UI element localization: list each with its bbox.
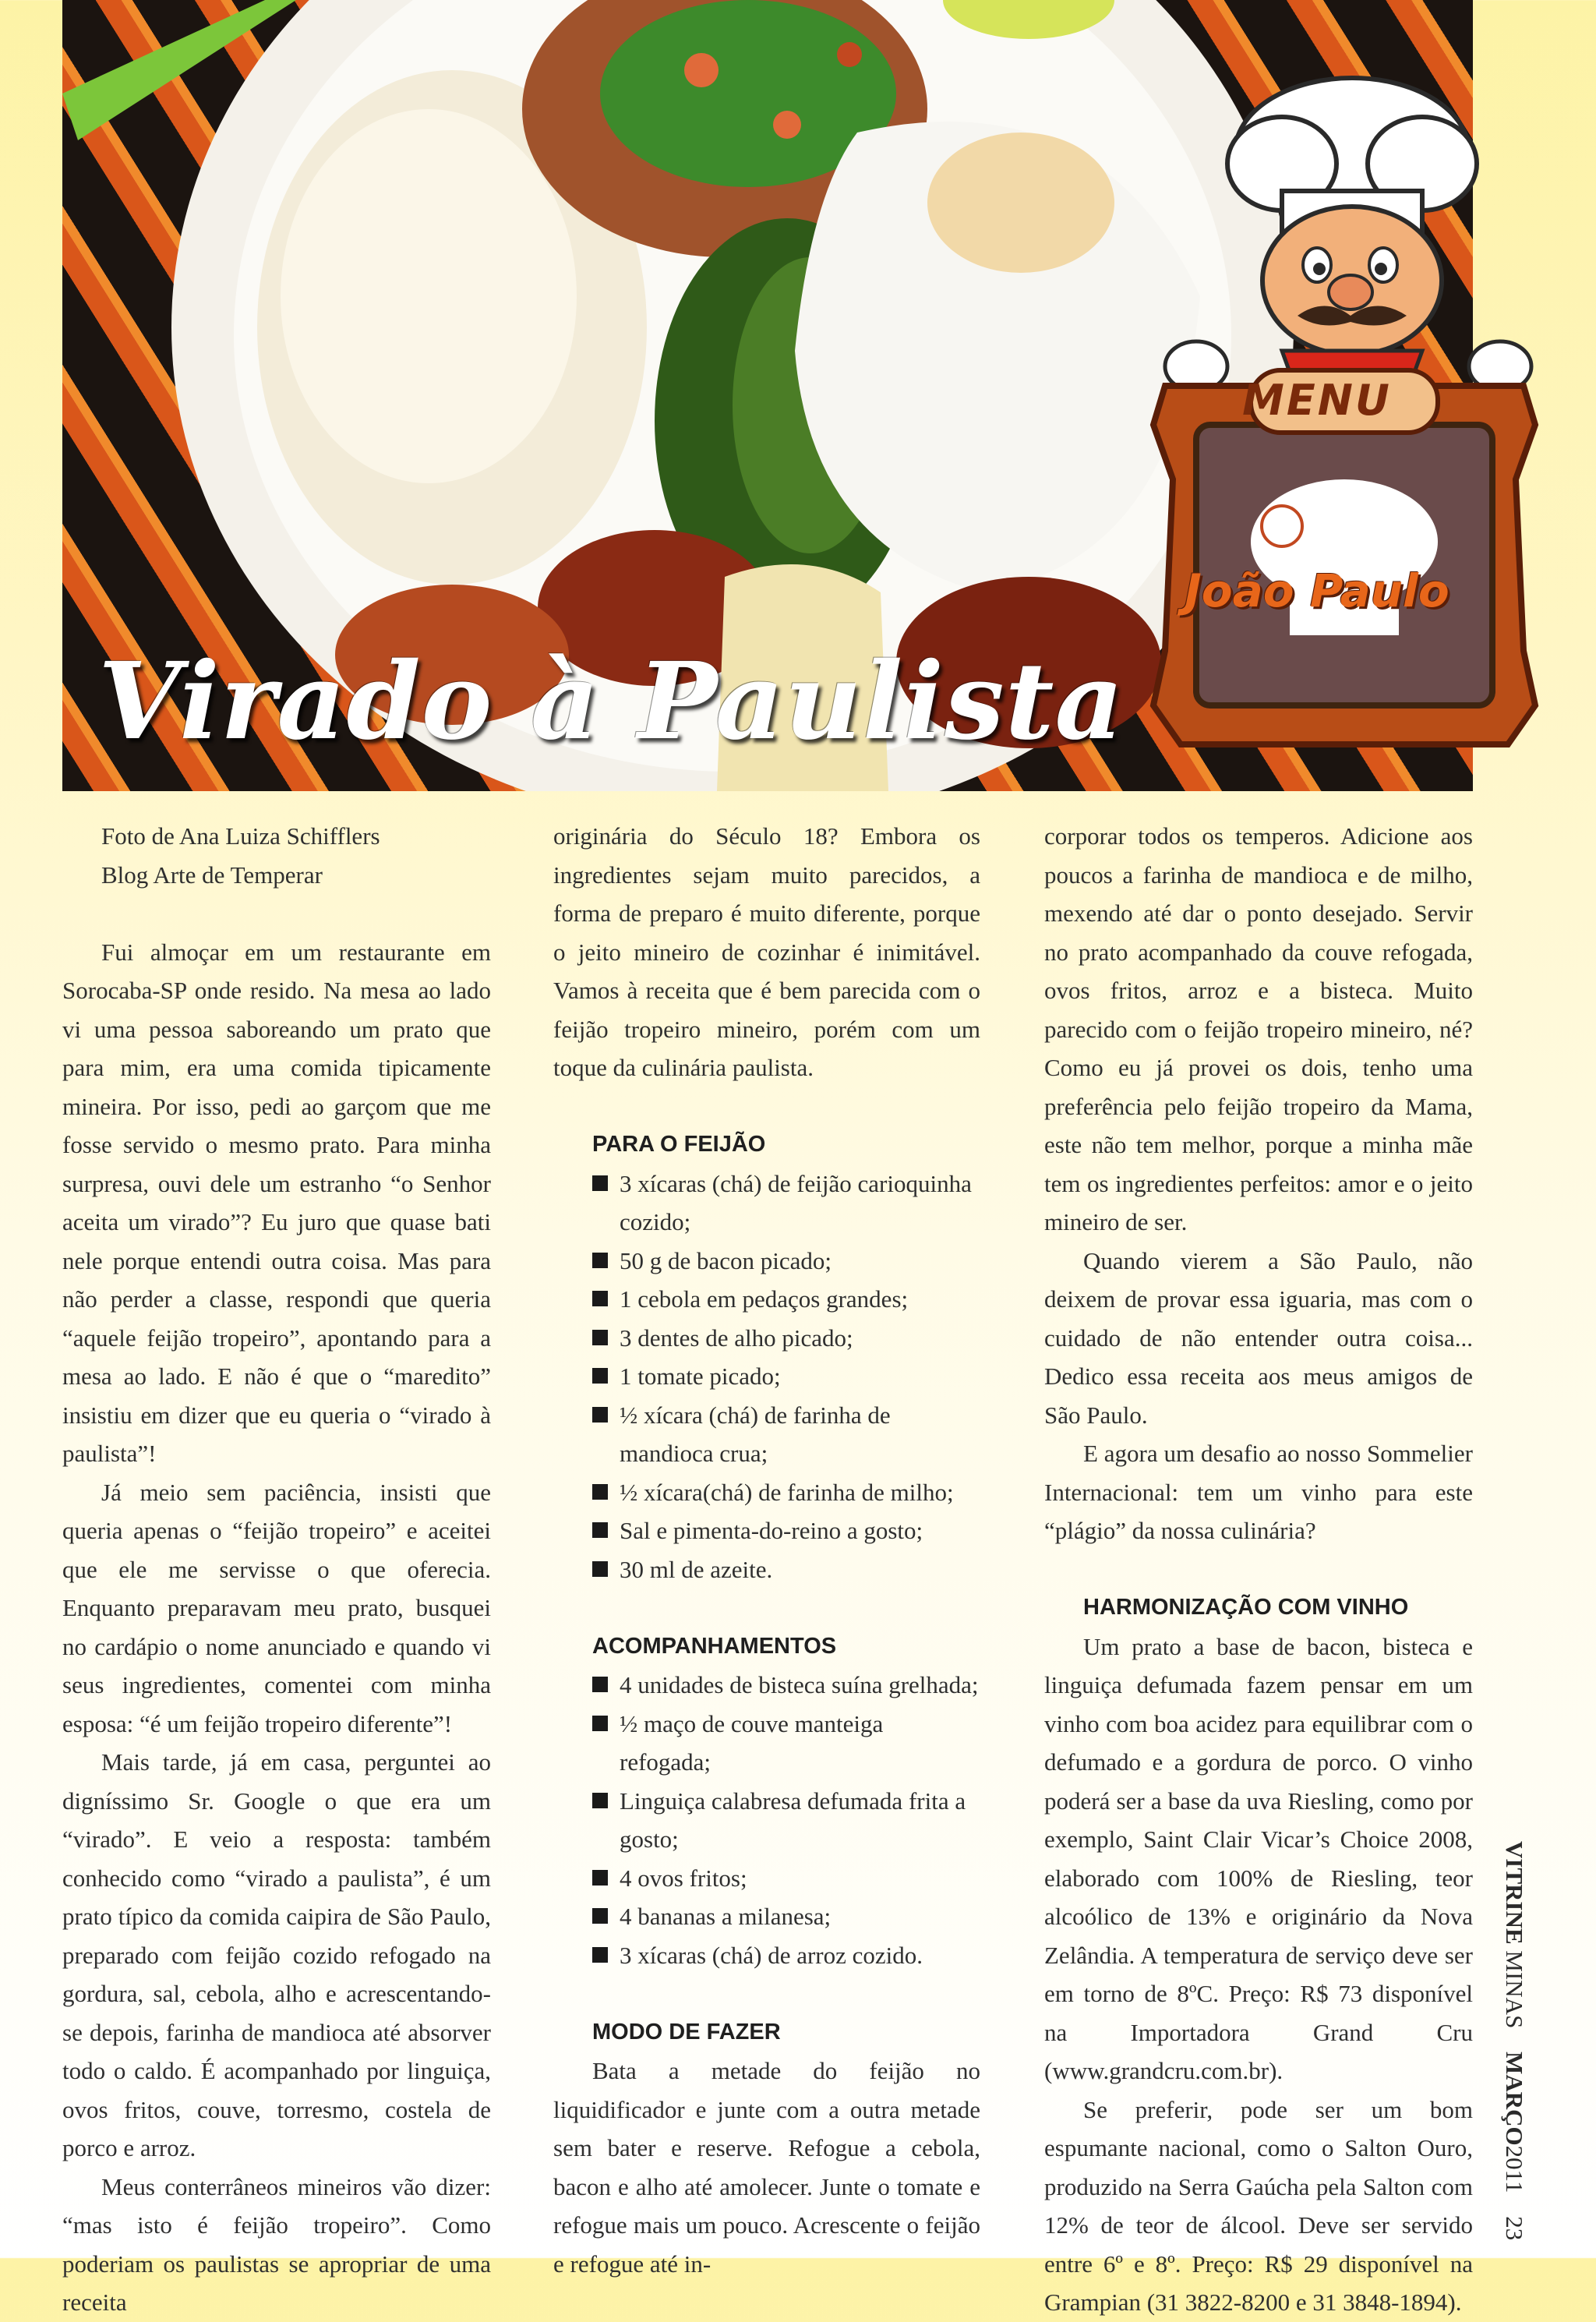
- issue-year: 2011: [1501, 2145, 1528, 2193]
- logo-menu-text: MENU: [1242, 376, 1392, 425]
- square-bullet-icon: [592, 1175, 608, 1191]
- square-bullet-icon: [592, 1561, 608, 1577]
- section-heading-modo: MODO DE FAZER: [592, 2019, 781, 2045]
- article-title: Virado à Paulista: [98, 639, 1125, 764]
- ingredient-item: 4 ovos fritos;: [553, 1859, 980, 1898]
- photo-blog: Blog Arte de Temperar: [101, 861, 323, 889]
- square-bullet-icon: [592, 1368, 608, 1384]
- square-bullet-icon: [592, 1407, 608, 1423]
- body-paragraph: Já meio sem paciência, insisti que queria apenas o “feijão tropeiro” e aceitei que ele me servisse o que oferecia. Enquanto preparavam meu prato, busquei no cardápio o nome anunciado e quando vi seus ingredientes, comentei com minha esposa: “é um feijão tropeiro diferente”!: [62, 1478, 491, 1737]
- square-bullet-icon: [592, 1908, 608, 1924]
- column-2: [553, 817, 980, 2283]
- body-paragraph: E agora um desafio ao nosso Sommelier Internacional: tem um vinho para este “plágio” da nossa culinária?: [1044, 1440, 1473, 1544]
- ingredient-item: 30 ml de azeite.: [553, 1550, 980, 1589]
- body-paragraph: Fui almoçar em um restaurante em Sorocaba-SP onde resido. Na mesa ao lado vi uma pessoa saboreando um prato que para mim, era uma comida tipicamente mineira. Por isso, pedi ao garçom que me fosse servido o mesmo prato. Para minha surpresa, ouvi dele um estranho “o Senhor aceita um virado”? Eu juro que quase bati nele porque entendi outra coisa. Mas para não perder a classe, respondi que queria “aquele feijão tropeiro”, apontando para a mesa ao lado. E não é que o “maredito” insistiu em dizer que eu queria o “virado à paulista”!: [62, 938, 491, 1467]
- ingredient-item: Sal e pimenta-do-reino a gosto;: [553, 1511, 980, 1550]
- ingredient-item: 3 xícaras (chá) de feijão carioquinha cozido;: [553, 1165, 980, 1242]
- square-bullet-icon: [592, 1291, 608, 1306]
- section-heading-vinho: HARMONIZAÇÃO COM VINHO: [1083, 1595, 1409, 1620]
- ingredient-item: 3 xícaras (chá) de arroz cozido.: [553, 1936, 980, 1975]
- logo-brand-text: João Paulo: [1185, 564, 1449, 617]
- body-paragraph: corporar todos os temperos. Adicione aos poucos a farinha de mandioca e de milho, mexendo até dar o ponto desejado. Servir no prato acompanhado da couve refogada, ovos fritos, arroz e a bisteca. Muito parecido com o feijão tropeiro mineiro, né? Como eu já provei os dois, tenho uma preferência pelo feijão tropeiro da Mama, este não tem melhor, porque a minha mãe tem os ingredientes perfeitos: amor e o jeito mineiro de ser.: [1044, 822, 1473, 1235]
- ingredient-item: Linguiça calabresa defumada frita a gosto;: [553, 1782, 980, 1859]
- body-paragraph: Mais tarde, já em casa, perguntei ao digníssimo Sr. Google o que era um “virado”. E veio a resposta: também conhecido como “virado a paulista”, é um prato típico da comida caipira de São Paulo, preparado com feijão cozido refogado na gordura, sal, cebola, alho e acrescentando-se depois, farinha de mandioca até absorver todo o caldo. É acompanhado por linguiça, ovos fritos, couve, torresmo, costela de porco e arroz.: [62, 1748, 491, 2161]
- square-bullet-icon: [592, 1793, 608, 1808]
- body-paragraph: Um prato a base de bacon, bisteca e linguiça defumada fazem pensar em um vinho com boa acidez para equilibrar com o defumado e a gordura de porco. O vinho poderá ser a base da uva Riesling, como por exemplo, Saint Clair Vicar’s Choice 2008, elaborado com 100% de Riesling, teor alcoólico de 13% e originário da Nova Zelândia. A temperatura de serviço deve ser em torno de 8ºC. Preço: R$ 73 disponível na Importadora Grand Cru (www.grandcru.com.br).: [1044, 1632, 1473, 2084]
- square-bullet-icon: [592, 1677, 608, 1692]
- body-paragraph: Se preferir, pode ser um bom espumante nacional, como o Salton Ouro, produzido na Serra Gaúcha pela Salton com 12% de teor de álcool. Deve ser servido entre 6º e 8º. Preço: R$ 29 disponível na Grampian (31 3822-8200 e 31 3848-1894).: [1044, 2095, 1473, 2316]
- body-paragraph: Bata a metade do feijão no liquidificador e junte com a outra metade sem bater e reserve. Refogue a cebola, bacon e alho até amolecer. Junte o tomate e refogue mais um pouco. Acrescente o feijão e refogue até in-: [553, 2057, 980, 2278]
- body-paragraph: Quando vierem a São Paulo, não deixem de provar essa iguaria, mas com o cuidado de não entender outra coisa... Dedico essa receita aos meus amigos de São Paulo.: [1044, 1246, 1473, 1429]
- square-bullet-icon: [592, 1522, 608, 1538]
- magazine-name-light: MINAS: [1501, 1950, 1528, 2029]
- magazine-name-bold: VITRINE: [1501, 1841, 1528, 1945]
- square-bullet-icon: [592, 1716, 608, 1731]
- column-3: [1044, 817, 1473, 2322]
- square-bullet-icon: [592, 1330, 608, 1345]
- section-heading-feijao: PARA O FEIJÃO: [592, 1132, 766, 1157]
- page-folio: [1499, 1841, 1530, 2241]
- square-bullet-icon: [592, 1484, 608, 1500]
- ingredient-item: ½ maço de couve manteiga refogada;: [553, 1705, 980, 1782]
- ingredient-item: ½ xícara(chá) de farinha de milho;: [553, 1473, 980, 1512]
- square-bullet-icon: [592, 1253, 608, 1268]
- ingredient-list-acompanhamentos: [553, 1666, 980, 1974]
- column-1: [62, 817, 491, 2322]
- ingredient-item: 4 bananas a milanesa;: [553, 1897, 980, 1936]
- ingredient-item: ½ xícara (chá) de farinha de mandioca crua;: [553, 1396, 980, 1473]
- square-bullet-icon: [592, 1870, 608, 1886]
- page-number: 23: [1501, 2216, 1528, 2241]
- section-heading-acompanhamentos: ACOMPANHAMENTOS: [592, 1633, 837, 1659]
- square-bullet-icon: [592, 1947, 608, 1963]
- issue-month: MARÇO: [1501, 2052, 1528, 2146]
- ingredient-item: 50 g de bacon picado;: [553, 1242, 980, 1281]
- body-paragraph: Meus conterrâneos mineiros vão dizer: “mas isto é feijão tropeiro”. Como poderiam os paulistas se apropriar de uma receita: [62, 2172, 491, 2316]
- ingredient-item: 1 tomate picado;: [553, 1357, 980, 1396]
- ingredient-item: 4 unidades de bisteca suína grelhada;: [553, 1666, 980, 1705]
- ingredient-list-feijao: [553, 1165, 980, 1589]
- body-paragraph: originária do Século 18? Embora os ingredientes sejam muito parecidos, a forma de preparo é muito diferente, porque o jeito mineiro de cozinhar é inimitável. Vamos à receita que é bem parecida com o feijão tropeiro mineiro, porém com um toque da culinária paulista.: [553, 822, 980, 1081]
- ingredient-item: 3 dentes de alho picado;: [553, 1319, 980, 1358]
- photo-credit: Foto de Ana Luiza Schifflers: [101, 822, 380, 850]
- ingredient-item: 1 cebola em pedaços grandes;: [553, 1280, 980, 1319]
